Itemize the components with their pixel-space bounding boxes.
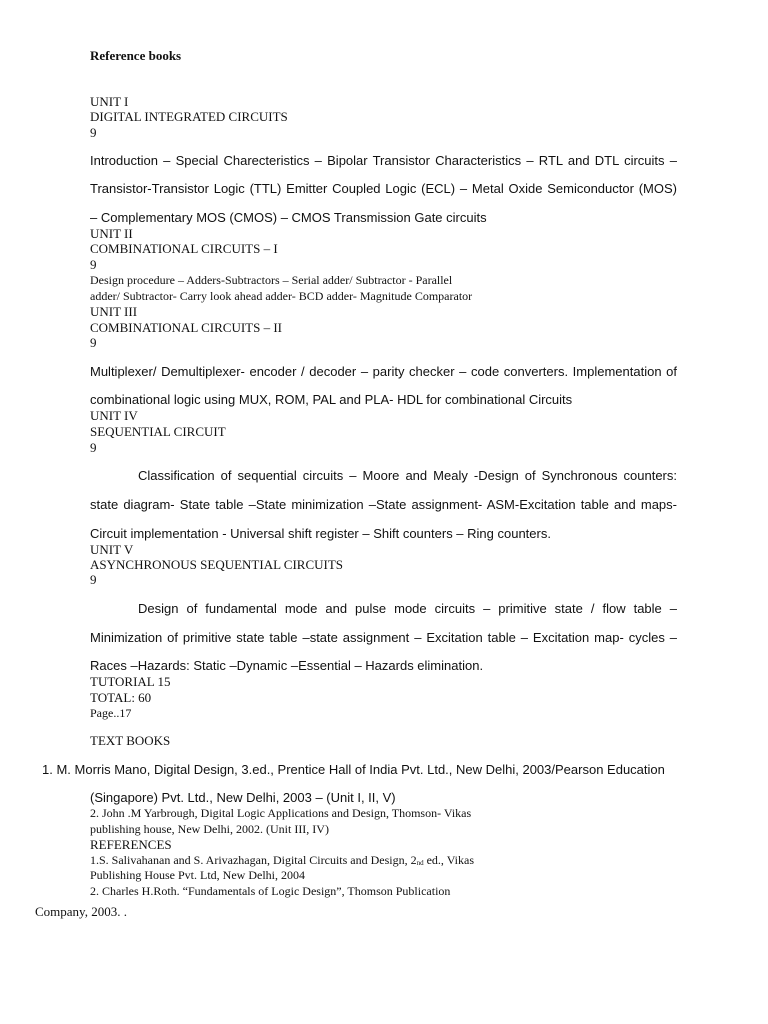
unit-4-body-line: state diagram- State table –State minimization –State assignment- ASM-Excitation table and maps-: [90, 497, 677, 512]
unit-3-body-line: Multiplexer/ Demultiplexer- encoder / decoder – parity checker – code converters. Implementation of: [90, 364, 677, 379]
unit-1-body-line: Introduction – Special Charecteristics – Bipolar Transistor Characteristics – RTL and DTL circuits –: [90, 153, 677, 168]
unit-5-hours: 9: [90, 572, 97, 587]
unit-2-body-line: adder/ Subtractor- Carry look ahead adder- BCD adder- Magnitude Comparator: [90, 289, 473, 303]
unit-3-body-line: combinational logic using MUX, ROM, PAL and PLA- HDL for combinational Circuits: [90, 392, 573, 407]
unit-4-hours: 9: [90, 440, 97, 455]
reference-item: 2. Charles H.Roth. “Fundamentals of Logic Design”, Thomson Publication: [90, 884, 451, 898]
unit-5-body-line: Minimization of primitive state table –state assignment – Excitation table – Excitation map- cycles –: [90, 630, 677, 645]
page-number: Page..17: [90, 706, 132, 720]
text-book-item: 1. M. Morris Mano, Digital Design, 3.ed., Prentice Hall of India Pvt. Ltd., New Delhi, 2003/Pearson Education: [42, 762, 665, 777]
text-book-item-cont: (Singapore) Pvt. Ltd., New Delhi, 2003 – (Unit I, II, V): [90, 790, 396, 805]
unit-3-label: UNIT III: [90, 304, 138, 319]
unit-5-body-line: Design of fundamental mode and pulse mode circuits – primitive state / flow table –: [138, 601, 677, 616]
unit-4-body-line: Classification of sequential circuits – Moore and Mealy -Design of Synchronous counters:: [138, 468, 677, 483]
reference-item-cont: Company, 2003. .: [35, 904, 127, 919]
unit-2-label: UNIT II: [90, 226, 133, 241]
page-heading: Reference books: [90, 48, 182, 63]
unit-3-hours: 9: [90, 335, 97, 350]
unit-1-hours: 9: [90, 125, 97, 140]
unit-5-title: ASYNCHRONOUS SEQUENTIAL CIRCUITS: [90, 557, 344, 572]
unit-2-hours: 9: [90, 257, 97, 272]
reference-item-cont: Publishing House Pvt. Ltd, New Delhi, 2004: [90, 868, 305, 882]
text-book-item: 2. John .M Yarbrough, Digital Logic Applications and Design, Thomson- Vikas: [90, 806, 472, 820]
text-book-item-cont: publishing house, New Delhi, 2002. (Unit III, IV): [90, 822, 329, 836]
unit-1-title: DIGITAL INTEGRATED CIRCUITS: [90, 109, 288, 124]
unit-3-title: COMBINATIONAL CIRCUITS – II: [90, 320, 282, 335]
unit-1-body-line: Transistor-Transistor Logic (TTL) Emitter Coupled Logic (ECL) – Metal Oxide Semiconductor (MOS): [90, 181, 677, 196]
reference-text: 1.S. Salivahanan and S. Arivazhagan, Digital Circuits and Design, 2: [90, 853, 417, 867]
unit-5-label: UNIT V: [90, 542, 134, 557]
unit-5-body-line: Races –Hazards: Static –Dynamic –Essential – Hazards elimination.: [90, 658, 484, 673]
reference-text: ed., Vikas: [423, 853, 474, 867]
unit-1-body-line: – Complementary MOS (CMOS) – CMOS Transmission Gate circuits: [90, 210, 487, 225]
tutorial-hours: TUTORIAL 15: [90, 674, 171, 689]
unit-1-label: UNIT I: [90, 94, 129, 109]
references-heading: REFERENCES: [90, 837, 172, 852]
total-hours: TOTAL: 60: [90, 690, 152, 705]
unit-2-body-line: Design procedure – Adders-Subtractors – Serial adder/ Subtractor - Parallel: [90, 273, 453, 287]
unit-4-title: SEQUENTIAL CIRCUIT: [90, 424, 226, 439]
ordinal-suffix: nd: [416, 859, 424, 867]
unit-4-label: UNIT IV: [90, 408, 138, 423]
text-books-heading: TEXT BOOKS: [90, 733, 171, 748]
unit-2-title: COMBINATIONAL CIRCUITS – I: [90, 241, 278, 256]
reference-item: [90, 853, 474, 868]
unit-4-body-line: Circuit implementation - Universal shift register – Shift counters – Ring counters.: [90, 526, 551, 541]
